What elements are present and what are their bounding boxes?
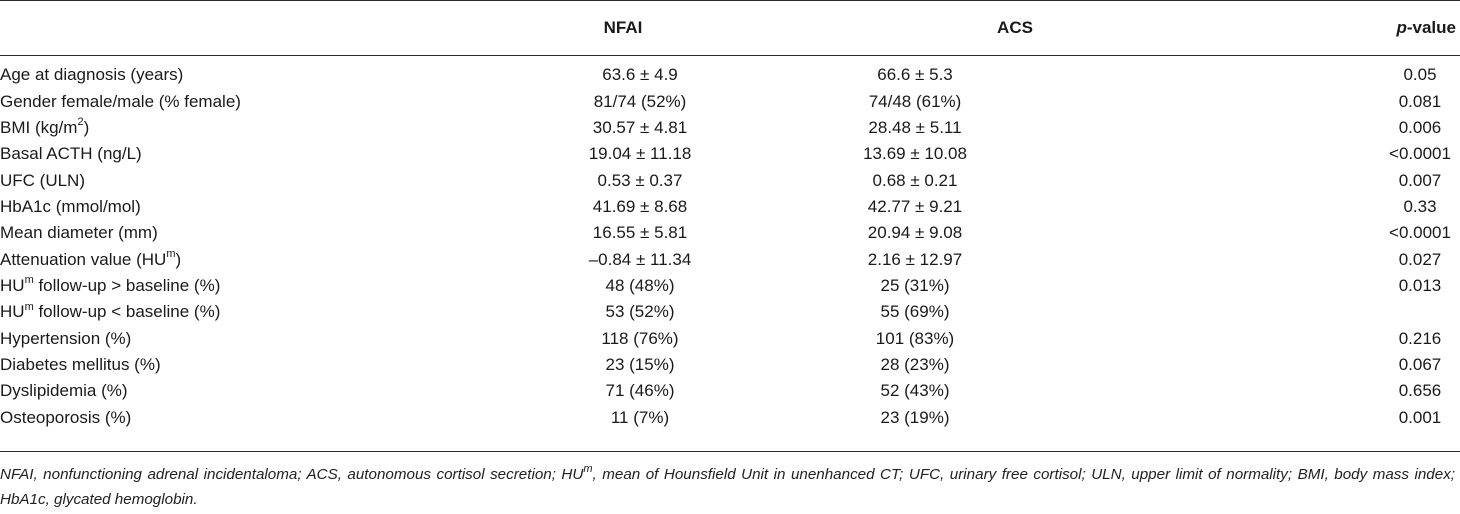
- cell-p-value-wrap: [1030, 62, 1460, 88]
- cell-acs: 0.68 ± 0.21: [872, 170, 958, 190]
- cell-nfai: 19.04 ± 11.18: [588, 144, 692, 164]
- row-label-post: follow-up > baseline (%): [33, 275, 221, 295]
- row-label: [0, 246, 480, 272]
- cell-p-value-wrap: [1030, 167, 1460, 193]
- cell-nfai: 53 (52%): [605, 302, 675, 322]
- table-header-rule: [0, 55, 1460, 56]
- cell-p-value-wrap: [1030, 352, 1460, 378]
- row-label: [0, 88, 480, 114]
- cell-acs: 28 (23%): [880, 354, 950, 374]
- row-label: [0, 378, 480, 404]
- row-label-text: HbA1c (mmol/mol): [0, 196, 141, 216]
- cell-nfai: 48 (48%): [605, 275, 675, 295]
- cell-p-value: <0.0001: [1389, 223, 1451, 243]
- header-p-rest: -value: [1406, 18, 1456, 37]
- table-row: [0, 299, 1460, 325]
- row-label-text: Mean diameter (mm): [0, 223, 158, 243]
- cell-p-value-wrap: [1030, 115, 1460, 141]
- row-label-sup: m: [166, 247, 176, 260]
- cell-p-value-wrap: [1030, 141, 1460, 167]
- cell-p-value-wrap: [1030, 299, 1460, 325]
- cell-p-value: 0.656: [1398, 381, 1442, 401]
- row-label-post: ): [83, 117, 90, 137]
- cell-acs: 28.48 ± 5.11: [868, 117, 962, 137]
- table-footnote: [0, 462, 1455, 512]
- header-p-italic: p: [1396, 18, 1407, 37]
- cell-p-value-wrap: [1030, 378, 1460, 404]
- cell-p-value-wrap: [1030, 88, 1460, 114]
- cell-acs: 74/48 (61%): [868, 91, 962, 111]
- cell-nfai: 16.55 ± 5.81: [592, 223, 688, 243]
- cell-nfai: 0.53 ± 0.37: [597, 170, 683, 190]
- cell-acs: 13.69 ± 10.08: [863, 144, 967, 164]
- cell-nfai: 81/74 (52%): [593, 91, 687, 111]
- table-bottom-rule: [0, 451, 1460, 452]
- cell-p-value: 0.081: [1398, 91, 1442, 111]
- footnote-part1: NFAI, nonfunctioning adrenal incidentaloma; ACS, autonomous cortisol secretion; HU: [0, 466, 584, 483]
- cell-nfai: 71 (46%): [605, 381, 675, 401]
- table-row: [0, 404, 1460, 430]
- cell-p-value: 0.33: [1403, 196, 1437, 216]
- row-label: [0, 325, 480, 351]
- cell-acs: 66.6 ± 5.3: [877, 65, 953, 85]
- cell-nfai: 11 (7%): [610, 407, 670, 427]
- row-label: [0, 194, 480, 220]
- cell-acs: 23 (19%): [880, 407, 950, 427]
- header-nfai: NFAI: [603, 18, 643, 37]
- cell-p-value-wrap: [1030, 273, 1460, 299]
- table-top-rule: [0, 0, 1460, 1]
- table-row: [0, 246, 1460, 272]
- cell-acs: 42.77 ± 9.21: [867, 196, 963, 216]
- row-label: [0, 141, 480, 167]
- row-label-text: Osteoporosis (%): [0, 407, 132, 427]
- cell-nfai: 41.69 ± 8.68: [592, 196, 688, 216]
- cell-acs: 2.16 ± 12.97: [867, 249, 963, 269]
- cell-p-value: 0.05: [1403, 65, 1437, 85]
- row-label-text: Basal ACTH (ng/L): [0, 144, 142, 164]
- cell-nfai: 30.57 ± 4.81: [592, 117, 688, 137]
- table-row: [0, 378, 1460, 404]
- row-label: [0, 352, 480, 378]
- table-row: [0, 194, 1460, 220]
- row-label-text: HU: [0, 302, 25, 322]
- row-label: [0, 115, 480, 141]
- cell-p-value: <0.0001: [1389, 144, 1451, 164]
- table-row: [0, 88, 1460, 114]
- row-label-text: Attenuation value (HU: [0, 249, 167, 269]
- table-row: [0, 62, 1460, 88]
- cell-p-value: 0.007: [1398, 170, 1442, 190]
- cell-p-value: 0.216: [1398, 328, 1442, 348]
- cell-p-value: 0.027: [1398, 249, 1442, 269]
- row-label-sup: m: [24, 300, 34, 313]
- cell-p-value-wrap: [1030, 246, 1460, 272]
- header-acs: ACS: [997, 18, 1033, 37]
- cell-acs: 52 (43%): [880, 381, 950, 401]
- cell-acs: 25 (31%): [880, 275, 950, 295]
- cell-acs: 20.94 ± 9.08: [867, 223, 963, 243]
- row-label-text: Age at diagnosis (years): [0, 65, 184, 85]
- cell-p-value-wrap: [1030, 220, 1460, 246]
- row-label: [0, 167, 480, 193]
- cell-acs: 101 (83%): [875, 328, 955, 348]
- cell-acs: 55 (69%): [880, 302, 950, 322]
- table-row: [0, 220, 1460, 246]
- table-row: [0, 115, 1460, 141]
- row-label: [0, 220, 480, 246]
- row-label-sup: 2: [77, 116, 84, 129]
- row-label-text: Gender female/male (% female): [0, 91, 241, 111]
- table-row: [0, 273, 1460, 299]
- row-label: [0, 299, 480, 325]
- row-label-text: Hypertension (%): [0, 328, 132, 348]
- footnote-sup: m: [583, 462, 593, 475]
- footnote-part2: , mean of Hounsfield Unit in unenhanced CT; UFC, urinary free cortisol; ULN, upper limit of normality; BMI, body mass index; HbA1c, glycated hemoglobin.: [0, 466, 1456, 508]
- row-label-post: ): [175, 249, 182, 269]
- table-row: [0, 141, 1460, 167]
- cell-p-value: 0.001: [1398, 407, 1442, 427]
- cell-p-value: 0.006: [1398, 117, 1442, 137]
- cell-p-value: 0.013: [1398, 275, 1442, 295]
- cell-nfai: 63.6 ± 4.9: [602, 65, 678, 85]
- cell-p-value: 0.067: [1398, 354, 1442, 374]
- row-label-sup: m: [24, 274, 34, 287]
- row-label: [0, 62, 480, 88]
- row-label-text: BMI (kg/m: [0, 117, 78, 137]
- row-label-post: follow-up < baseline (%): [33, 302, 221, 322]
- row-label-text: HU: [0, 275, 25, 295]
- row-label-text: Diabetes mellitus (%): [0, 354, 161, 374]
- data-table: [0, 62, 1460, 431]
- table-row: [0, 352, 1460, 378]
- row-label: [0, 273, 480, 299]
- cell-p-value-wrap: [1030, 404, 1460, 430]
- cell-p-value-wrap: [1030, 325, 1460, 351]
- cell-nfai: –0.84 ± 11.34: [588, 249, 692, 269]
- cell-nfai: 23 (15%): [605, 354, 675, 374]
- row-label: [0, 404, 480, 430]
- table-row: [0, 167, 1460, 193]
- cell-nfai: 118 (76%): [601, 328, 679, 348]
- row-label-text: UFC (ULN): [0, 170, 85, 190]
- header-p-value: [1396, 16, 1456, 40]
- table-row: [0, 325, 1460, 351]
- cell-p-value-wrap: [1030, 194, 1460, 220]
- row-label-text: Dyslipidemia (%): [0, 381, 128, 401]
